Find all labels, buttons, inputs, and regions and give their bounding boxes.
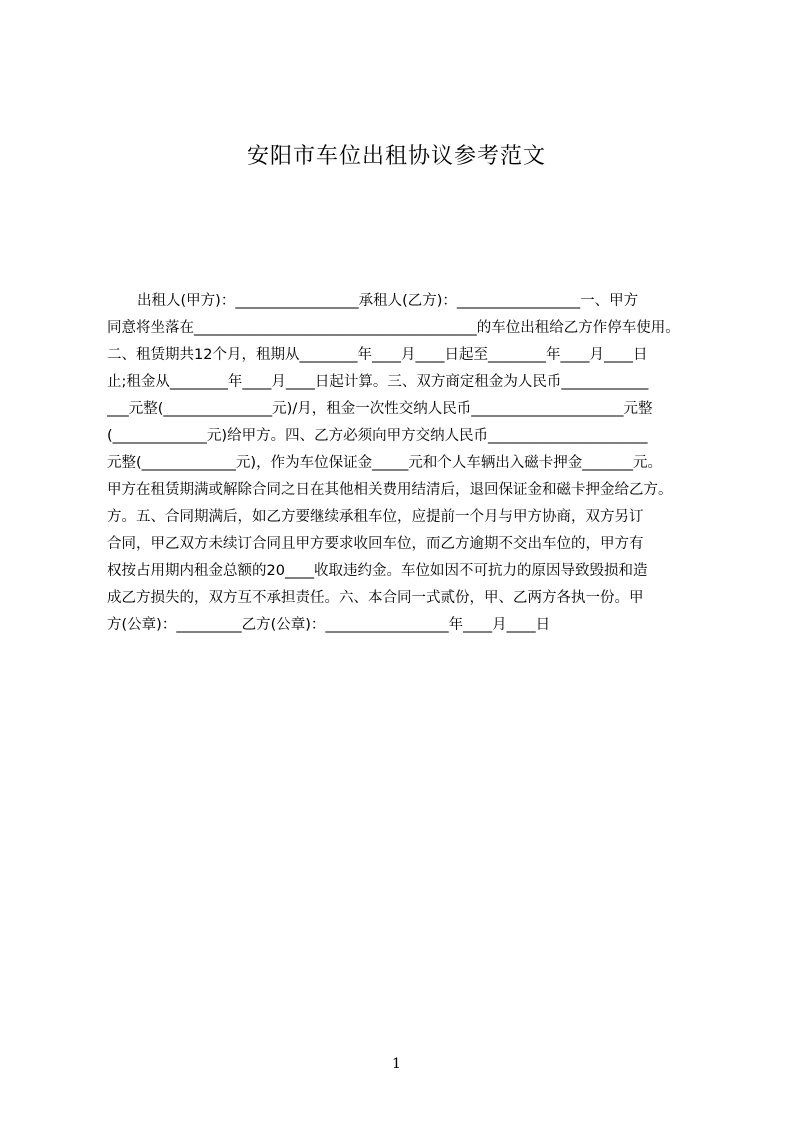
body-line-4: 止;租金从________年____月____日起计算。三、双方商定租金为人民币____________ [107,374,649,390]
body-line-12: 成乙方损失的，双方互不承担责任。六、本合同一式贰份，甲、乙两方各执一份。甲 [107,590,644,606]
body-line-2: 同意将坐落在_______________________________________的车位出租给乙方作停车使用。 [107,320,680,336]
body-line-11: 权按占用期内租金总额的20____收取违约金。车位如因不可抗力的原因导致毁损和造 [107,563,648,579]
document-title: 安阳市车位出租协议参考范文 [246,144,546,169]
body-line-13: 方(公章)：_________乙方(公章)：_________________年____月____日 [107,617,551,633]
body-line-7: 元整(_____________元)，作为车位保证金_____元和个人车辆出入磁卡押金_______元。 [107,455,663,471]
page-number: 1 [392,1056,401,1072]
body-line-1: 出租人(甲方)：_________________承租人(乙方)：_________________一、甲方 [137,293,639,309]
body-line-3: 二、租赁期共12个月，租期从________年____月____日起至________年____月____日 [107,347,648,363]
body-line-5: ___元整(_______________元)/月，租金一次性交纳人民币_____________________元整 [107,401,653,417]
body-line-9: 方。五、合同期满后，如乙方要继续承租车位，应提前一个月与甲方协商，双方另订 [107,509,644,525]
body-line-10: 合同，甲乙双方未续订合同且甲方要求收回车位，而乙方逾期不交出车位的，甲方有 [107,536,644,552]
body-line-8: 甲方在租赁期满或解除合同之日在其他相关费用结清后，退回保证金和磁卡押金给乙方。 [107,482,673,498]
agreement-body [107,288,699,639]
body-line-6: (_____________元)给甲方。四、乙方必须向甲方交纳人民币______________________ [107,428,648,444]
